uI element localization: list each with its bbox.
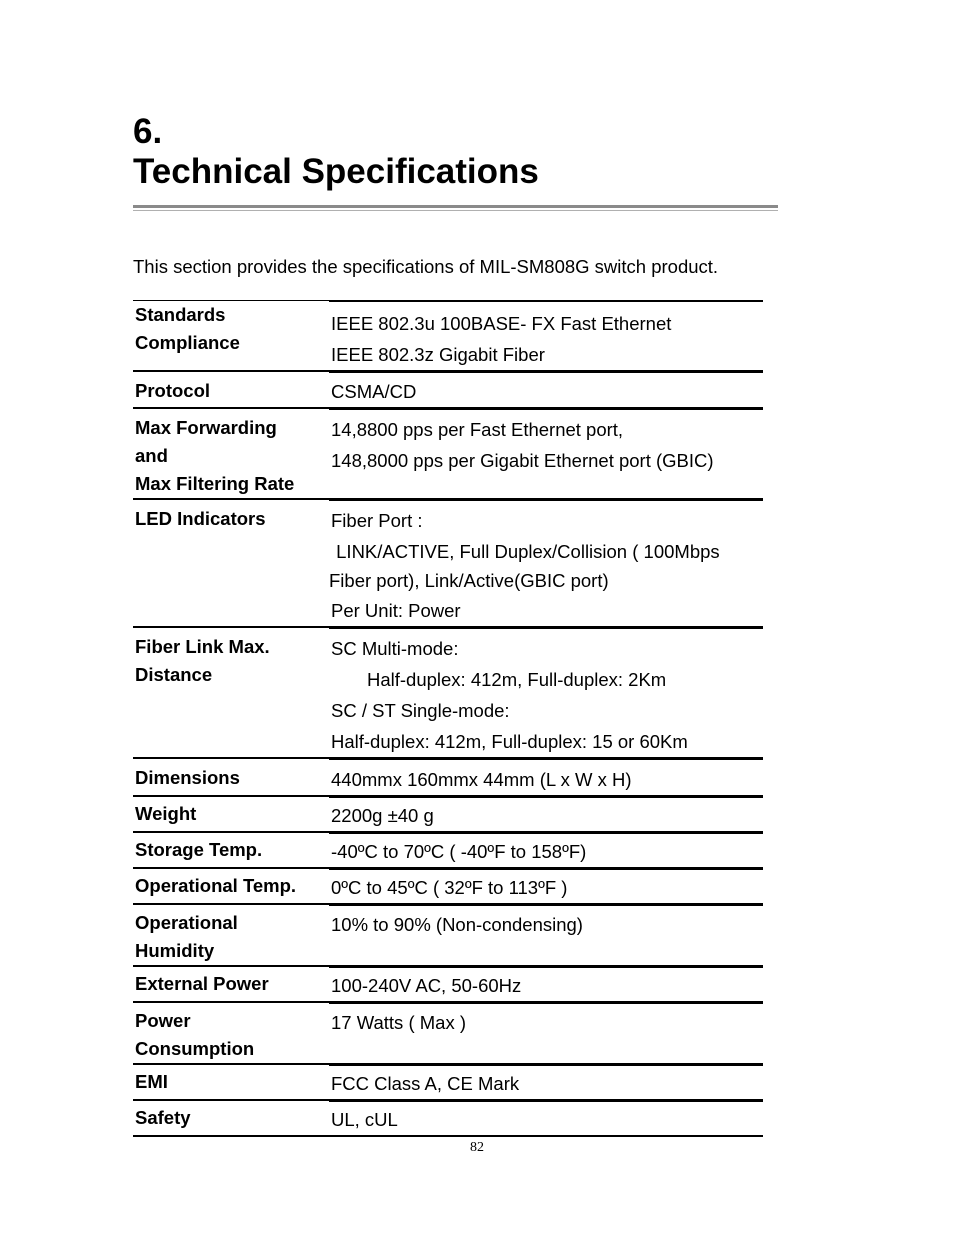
spec-row-safety — [133, 1101, 763, 1137]
spec-row-external-power — [133, 967, 763, 1003]
spec-value: 14,8800 pps per Fast Ethernet port, 148,8000 pps per Gigabit Ethernet port (GBIC) — [329, 409, 763, 500]
spec-label: Operational Humidity — [133, 905, 329, 967]
spec-value: -40ºC to 70ºC ( -40ºF to 158ºF) — [329, 833, 763, 869]
spec-row-led-indicators — [133, 500, 763, 628]
spec-value: 2200g ±40 g — [329, 797, 763, 833]
spec-row-operational-temp — [133, 869, 763, 905]
page-number: 82 — [470, 1140, 484, 1155]
spec-row-emi — [133, 1065, 763, 1101]
spec-label: Operational Temp. — [133, 869, 329, 905]
spec-label: Safety — [133, 1101, 329, 1137]
spec-value: SC Multi-mode: Half-duplex: 412m, Full-duplex: 2Km SC / ST Single-mode: Half-duplex: 412m, Full-duplex: 15 or 60Km — [329, 628, 763, 759]
spec-value: 17 Watts ( Max ) — [329, 1003, 763, 1065]
spec-label: Weight — [133, 797, 329, 833]
chapter-number: 6. — [133, 112, 163, 151]
spec-row-fiber-distance — [133, 628, 763, 759]
spec-label: LED Indicators — [133, 500, 329, 628]
spec-row-dimensions — [133, 759, 763, 797]
chapter-heading — [133, 112, 539, 192]
spec-label: EMI — [133, 1065, 329, 1101]
spec-value: 100-240V AC, 50-60Hz — [329, 967, 763, 1003]
spec-label: External Power — [133, 967, 329, 1003]
spec-value: UL, cUL — [329, 1101, 763, 1137]
spec-value: 440mmx 160mmx 44mm (L x W x H) — [329, 759, 763, 797]
spec-value: IEEE 802.3u 100BASE- FX Fast Ethernet IEEE 802.3z Gigabit Fiber — [329, 300, 763, 372]
spec-value: Fiber Port : LINK/ACTIVE, Full Duplex/Collision ( 100Mbps Fiber port), Link/Active(GBIC port) Per Unit: Power — [329, 500, 763, 628]
chapter-title: Technical Specifications — [133, 152, 539, 191]
spec-label: Dimensions — [133, 759, 329, 797]
spec-value: FCC Class A, CE Mark — [329, 1065, 763, 1101]
spec-value: 0ºC to 45ºC ( 32ºF to 113ºF ) — [329, 869, 763, 905]
spec-value: CSMA/CD — [329, 372, 763, 409]
spec-row-storage-temp — [133, 833, 763, 869]
intro-paragraph: This section provides the specifications of MIL-SM808G switch product. — [133, 256, 719, 277]
spec-label: Fiber Link Max. Distance — [133, 628, 329, 759]
spec-row-power-consumption — [133, 1003, 763, 1065]
spec-row-weight — [133, 797, 763, 833]
spec-label: Storage Temp. — [133, 833, 329, 869]
spec-row-standards — [133, 300, 763, 372]
spec-row-forwarding-rate — [133, 409, 763, 500]
spec-label: Power Consumption — [133, 1003, 329, 1065]
spec-label: Max Forwarding and Max Filtering Rate — [133, 409, 329, 500]
specifications-table — [133, 300, 763, 1137]
heading-divider — [133, 205, 778, 211]
spec-value: 10% to 90% (Non-condensing) — [329, 905, 763, 967]
spec-row-humidity — [133, 905, 763, 967]
spec-label: Protocol — [133, 372, 329, 409]
spec-row-protocol — [133, 372, 763, 409]
spec-label: Standards Compliance — [133, 300, 329, 372]
